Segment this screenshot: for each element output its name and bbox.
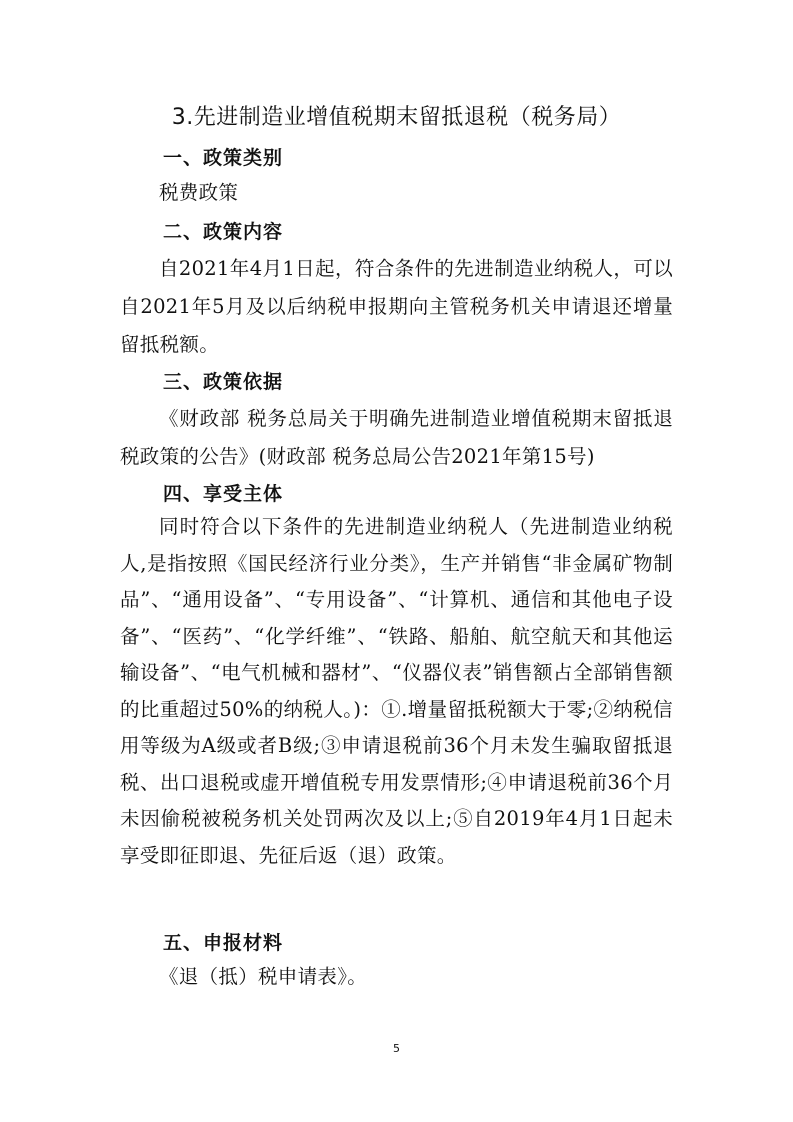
section-body-policy-content: 自2021年4月1日起，符合条件的先进制造业纳税人，可以自2021年5月及以后纳税申报期向主管税务机关申请退还增量留抵税额。 xyxy=(120,257,673,356)
section-heading-policy-basis: 三、政策依据 xyxy=(163,371,284,393)
section-heading-application-materials: 五、申报材料 xyxy=(163,932,284,954)
section-heading-eligible-entities: 四、享受主体 xyxy=(163,483,284,505)
page-number: 5 xyxy=(393,1042,400,1055)
section-body-eligible-entities: 同时符合以下条件的先进制造业纳税人（先进制造业纳税人,是指按照《国民经济行业分类》，生产并销售“非金属矿物制品”、“通用设备”、“专用设备”、“计算机、通信和其他电子设备”、“医药”、“化学纤维”、“铁路、船舶、航空航天和其他运输设备”、“电气机械和器材”、“仪器仪表”销售额占全部销售额的比重超过50%的纳税人。)：①.增量留抵税额大于零;②纳税信用等级为A级或者B级;③申请退税前36个月未发生骗取留抵退税、出口退税或虚开增值税专用发票情形;④申请退税前36个月未因偷税被税务机关处罚两次及以上;⑤自2019年4月1日起未享受即征即退、先征后返（退）政策。 xyxy=(120,515,673,867)
section-body-policy-basis: 《财政部 税务总局关于明确先进制造业增值税期末留抵退税政策的公告》(财政部 税务总局公告2021年第15号) xyxy=(120,407,673,468)
section-heading-policy-content: 二、政策内容 xyxy=(163,221,284,243)
section-heading-policy-category: 一、政策类别 xyxy=(163,147,284,169)
section-body-application-materials: 《退（抵）税申请表》。 xyxy=(159,965,368,988)
section-body-policy-category: 税费政策 xyxy=(159,181,239,204)
page-title: 3.先进制造业增值税期末留抵退税（税务局） xyxy=(171,105,622,130)
